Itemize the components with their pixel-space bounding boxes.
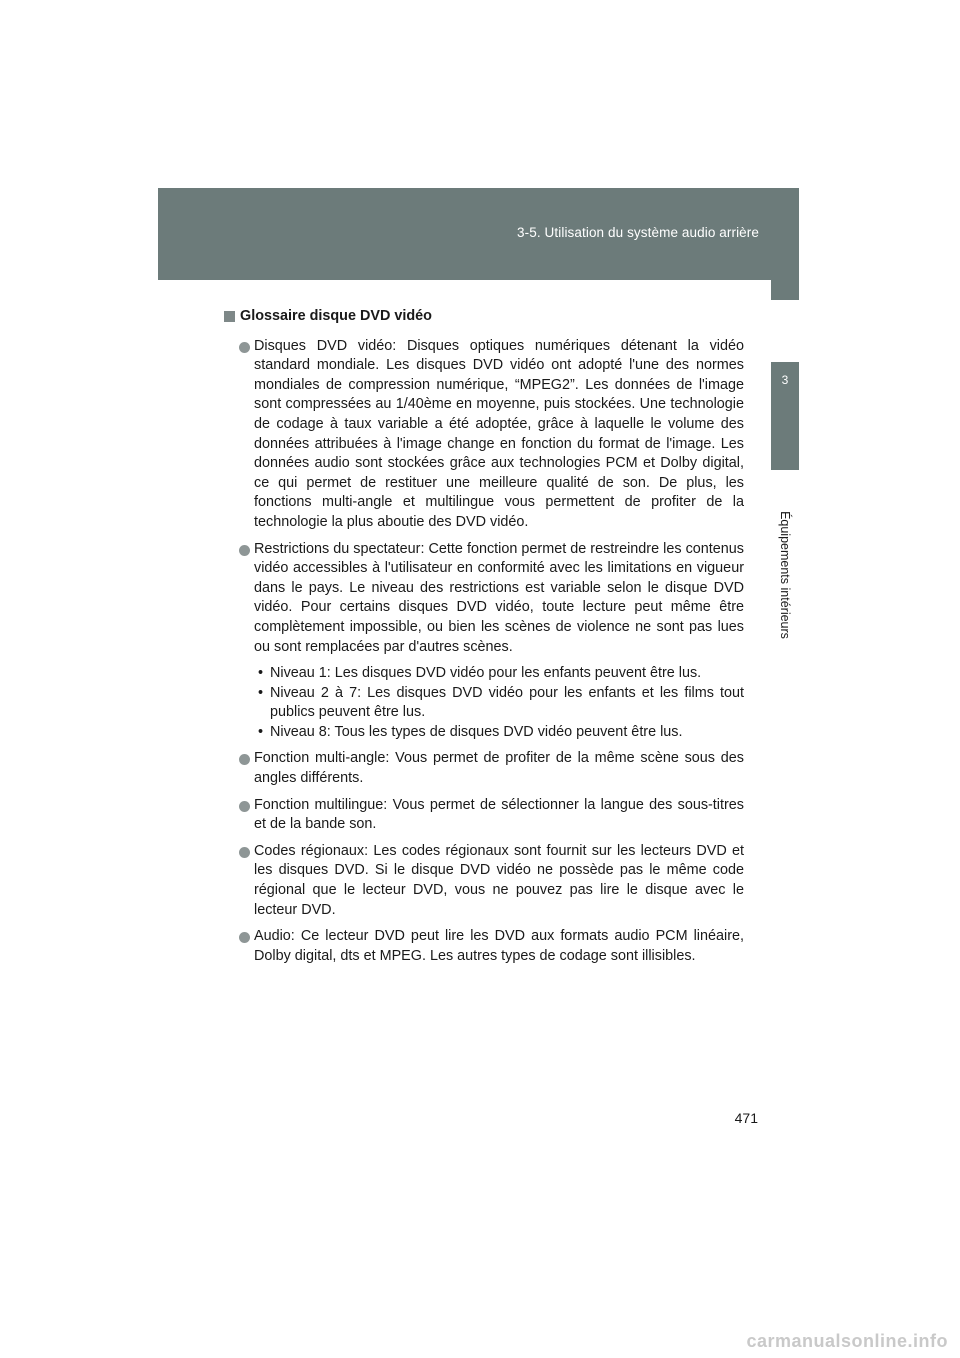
item-text: Fonction multilingue: Vous permet de sélectionner la langue des sous-titres et de la bande son. — [254, 796, 744, 833]
circle-bullet-icon — [239, 932, 250, 943]
chapter-header-title: 3-5. Utilisation du système audio arrière — [517, 225, 759, 240]
watermark: carmanualsonline.info — [746, 1331, 948, 1351]
section-heading — [224, 307, 744, 327]
square-bullet-icon — [224, 311, 235, 322]
list-item-viewer-restrictions — [224, 540, 744, 743]
restriction-levels-list — [254, 664, 744, 742]
dot-bullet-icon: • — [258, 723, 264, 740]
sub-list-item — [254, 664, 744, 684]
dot-bullet-icon: • — [258, 665, 264, 682]
chapter-header-band — [158, 188, 799, 280]
list-item-multilingual — [224, 796, 744, 835]
sub-item-text: Niveau 1: Les disques DVD vidéo pour les enfants peuvent être lus. — [270, 665, 702, 682]
item-text: Fonction multi-angle: Vous permet de profiter de la même scène sous des angles différents. — [254, 750, 744, 787]
list-item-dvd-video — [224, 337, 744, 533]
circle-bullet-icon — [239, 545, 250, 556]
circle-bullet-icon — [239, 342, 250, 353]
item-text: Restrictions du spectateur: Cette fonction permet de restreindre les contenus vidéo accessibles à l'utilisateur en conformité avec les limitations en vigueur dans le pays. Le niveau des restrictions est variable selon le disque DVD vidéo. Pour certains disques DVD vidéo, toute lecture peut même être complètement impossible, ou bien les scènes de violence ne sont pas lues ou sont remplacées par d'autres scènes. — [254, 540, 744, 655]
sub-item-text: Niveau 2 à 7: Les disques DVD vidéo pour les enfants et les films tout publics peuvent être lus. — [270, 684, 744, 721]
item-text: Audio: Ce lecteur DVD peut lire les DVD aux formats audio PCM linéaire, Dolby digital, dts et MPEG. Les autres types de codage sont illisibles. — [254, 928, 744, 964]
list-item-region-codes — [224, 842, 744, 920]
page-content — [224, 307, 744, 973]
sub-list-item — [254, 684, 744, 723]
sub-list-item — [254, 723, 744, 743]
list-item-audio — [224, 927, 744, 966]
circle-bullet-icon — [239, 754, 250, 765]
dot-bullet-icon: • — [258, 684, 264, 701]
section-title: Glossaire disque DVD vidéo — [240, 308, 432, 324]
chapter-side-label: Équipements intérieurs — [778, 511, 792, 639]
circle-bullet-icon — [239, 801, 250, 812]
chapter-number: 3 — [781, 373, 789, 387]
item-text: Codes régionaux: Les codes régionaux sont fournit sur les lecteurs DVD et les disques DVD. Si le disque DVD vidéo ne possède pas le même code régional que le lecteur DVD, vous ne pouvez pas lire le disque avec le lecteur DVD. — [254, 842, 744, 918]
side-tab-connector — [771, 280, 799, 300]
item-text: Disques DVD vidéo: Disques optiques numériques détenant la vidéo standard mondiale. Les disques DVD vidéo ont adopté l'une des normes mondiales de compression numérique, “MPEG2”. Les données de l'image sont compressées au 1/40ème en moyenne, puis stockées. Une technologie de codage à taux variable a été adoptée, grâce à laquelle le volume des données attribuées à l'image change en fonction du format de l'image. Les données audio sont stockées grâce aux technologies PCM et Dolby digital, ce qui permet de restituer une meilleure qualité de son. De plus, les fonctions multi-angle et multilingue vous permettent de profiter de la technologie la plus aboutie des DVD vidéo. — [254, 337, 744, 530]
page-number: 471 — [734, 1110, 758, 1126]
list-item-multi-angle — [224, 749, 744, 788]
circle-bullet-icon — [239, 847, 250, 858]
chapter-side-tab — [771, 362, 799, 470]
sub-item-text: Niveau 8: Tous les types de disques DVD vidéo peuvent être lus. — [270, 723, 683, 740]
